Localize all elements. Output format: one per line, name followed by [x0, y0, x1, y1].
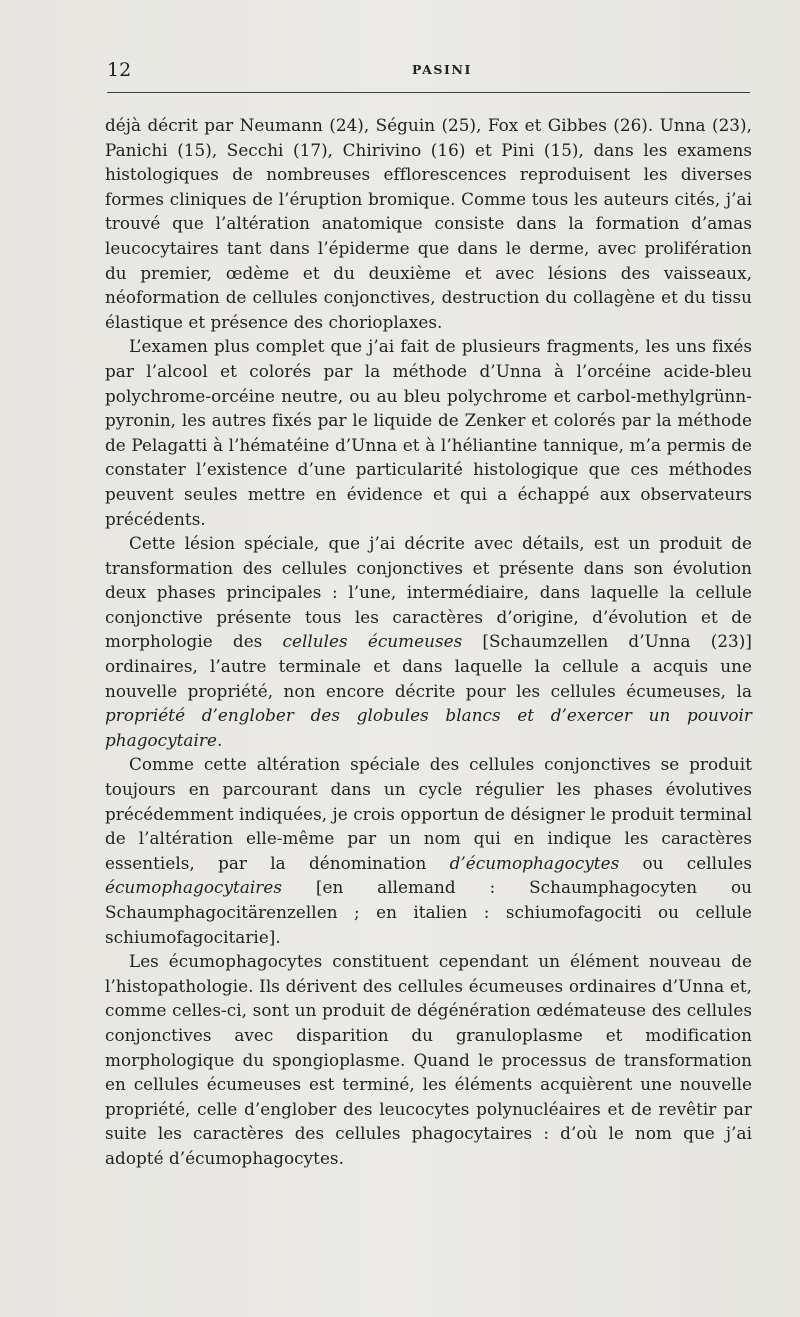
- paragraph: [105, 531, 752, 752]
- text-run: Les écumophagocytes constituent cependant un élément nouveau de l’histopathologie. Ils dérivent des cellules écumeuses ordinaires d’Unna et, comme celles-ci, sont un produit de dégénération œdémateuse des cellules conjonctives avec disparition du granuloplasme et modification morphologique du spongioplasme. Quand le processus de transformation en cellules écumeuses est terminé, les éléments acquièrent une nouvelle propriété, celle d’englober des leucocytes polynucléaires et de revêtir par suite les caractères des cellules phagocytaires : d’où le nom que j’ai adopté d’écumophagocytes.: [105, 951, 752, 1168]
- paragraph: [105, 949, 752, 1170]
- italic-term: écumophagocytaires: [105, 877, 283, 898]
- page-header: [107, 58, 750, 84]
- text-run: L’examen plus complet que j’ai fait de plusieurs fragments, les uns fixés par l’alcool et colorés par la méthode d’Unna à l’orcéine acide-bleu polychrome-orcéine neutre, ou au bleu polychrome et carbol-methylgrünn-pyronin, les autres fixés par le liquide de Zenker et colorés par la méthode de Pelagatti à l’hématéine d’Unna et à l’héliantine tannique, m’a permis de constater l’existence d’une particularité histologique que ces méthodes peuvent seules mettre en évidence et qui a échappé aux observateurs précédents.: [105, 336, 752, 529]
- italic-term: cellules écumeuses: [282, 631, 463, 652]
- paragraph: [105, 334, 752, 531]
- header-rule: [107, 92, 750, 94]
- text-run: .: [216, 729, 223, 750]
- paragraph: [105, 113, 752, 334]
- running-head: PASINI: [412, 62, 472, 77]
- italic-phrase: propriété d’englober des globules blancs et d’exercer un pouvoir phagocytaire: [105, 705, 752, 750]
- italic-term: d’écumophagocytes: [449, 852, 620, 873]
- body-text: [105, 113, 752, 1171]
- page-number: 12: [107, 59, 132, 81]
- paragraph: [105, 752, 752, 949]
- text-run: [Schaumzellen d’Unna (23)] ordinaires, l’autre terminale et dans laquelle la cellule a acquis une nouvelle propriété, non encore décrite pour les cellules écumeuses, la: [105, 631, 752, 701]
- text-run: Comme cette altération spéciale des cellules conjonctives se produit toujours en parcourant dans un cycle régulier les phases évolutives précédemment indiquées, je crois opportun de désigner le produit terminal de l’altération elle-même par un nom qui en indique les caractères essentiels, par la dénomination: [105, 754, 752, 873]
- text-run: [en allemand : Schaumphagocyten ou Schaumphagocitärenzellen ; en italien : schiumofagociti ou cellule schiumofagocitarie].: [105, 877, 752, 947]
- text-run: déjà décrit par Neumann (24), Séguin (25), Fox et Gibbes (26). Unna (23), Panichi (15), Secchi (17), Chirivino (16) et Pini (15), dans les examens histologiques de nombreuses efflorescences reproduisent les diverses formes cliniques de l’éruption bromique. Comme tous les auteurs cités, j’ai trouvé que l’altération anatomique consiste dans la formation d’amas leucocytaires tant dans l’épiderme que dans le derme, avec prolifération du premier, œdème et du deuxième et avec lésions des vaisseaux, néoformation de cellules conjonctives, destruction du collagène et du tissu élastique et présence des chorioplaxes.: [105, 115, 752, 332]
- text-run: ou cellules: [619, 852, 752, 873]
- text-run: Cette lésion spéciale, que j’ai décrite avec détails, est un produit de transformation des cellules conjonctives et présente dans son évolution deux phases principales : l’une, intermédiaire, dans laquelle la cellule conjonctive présente tous les caractères d’origine, d’évolution et de morphologie des: [105, 533, 752, 652]
